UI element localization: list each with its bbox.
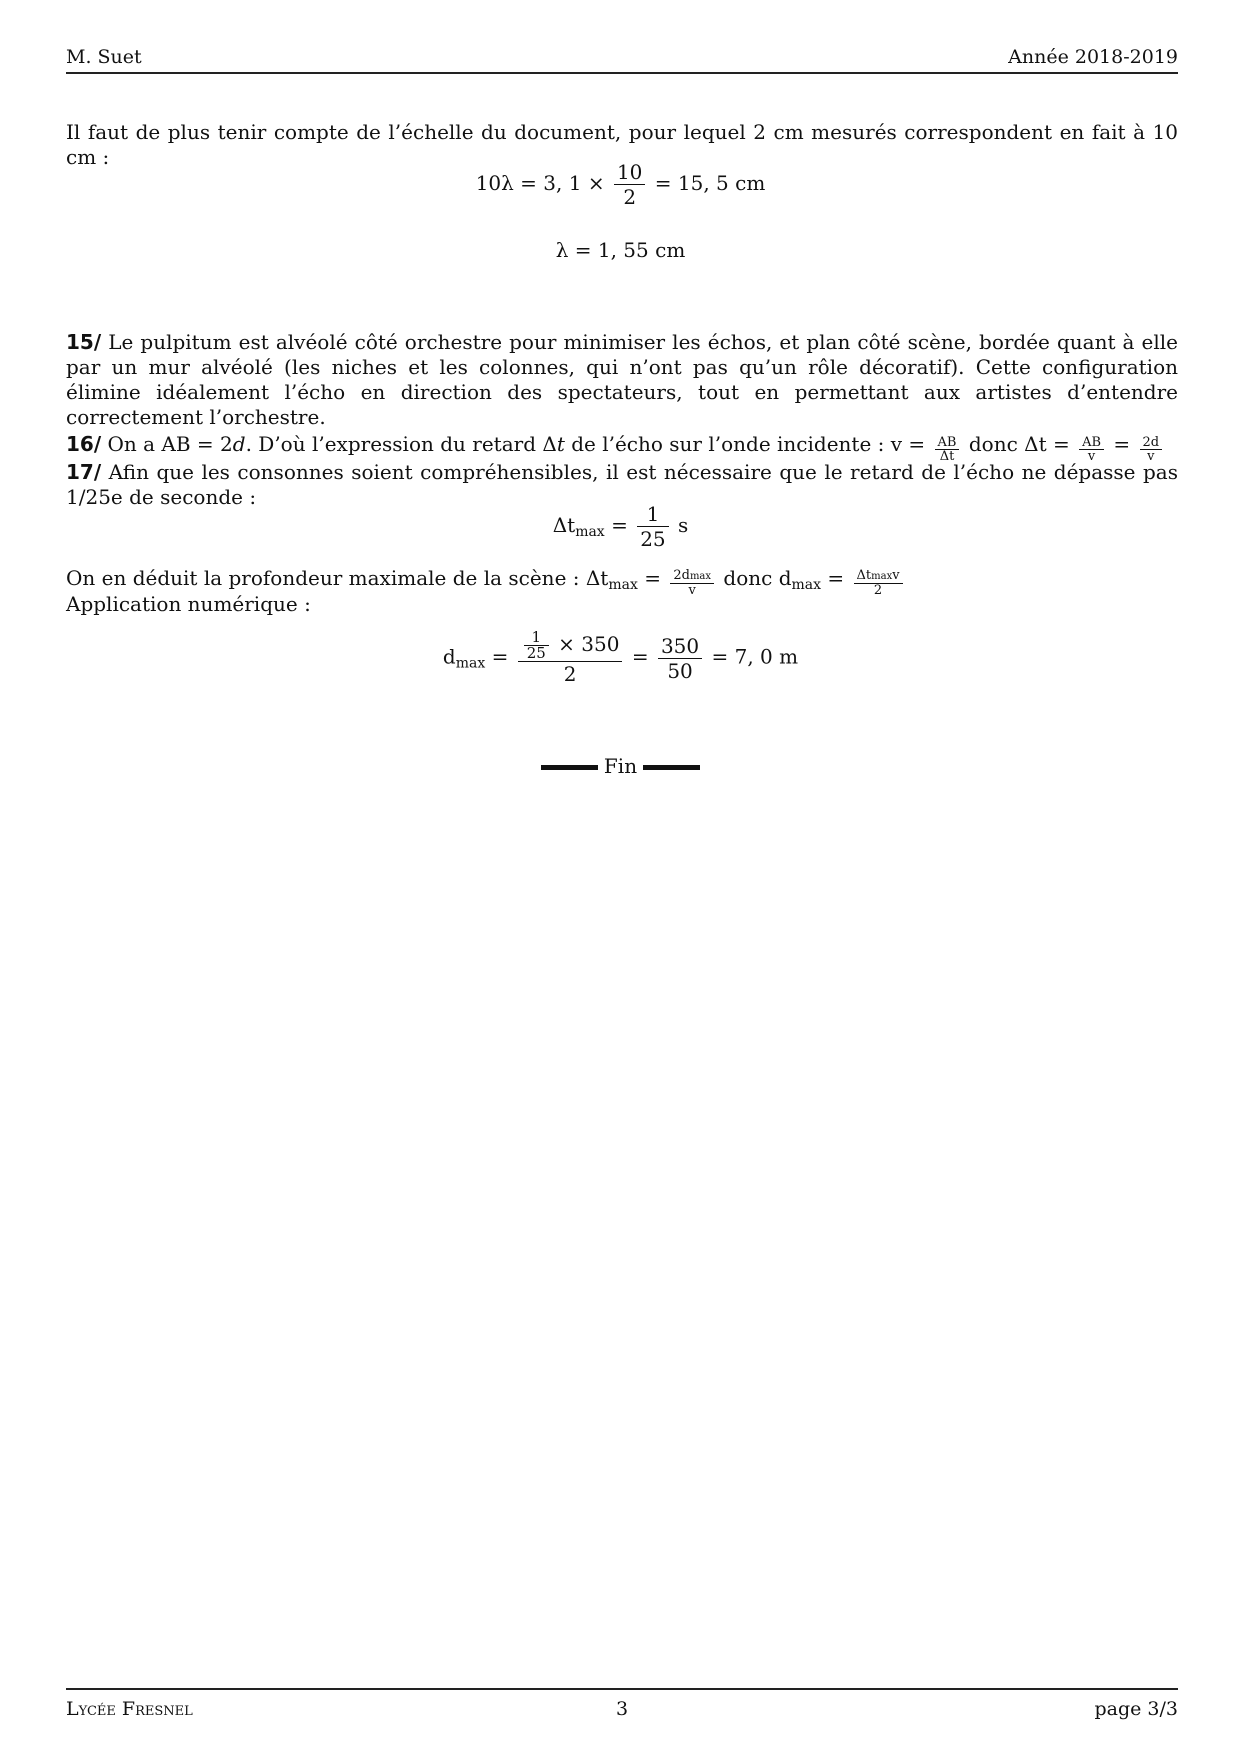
eq4-inner-num: 1 xyxy=(531,628,542,646)
header-rule xyxy=(66,72,1178,74)
deduce-donc: donc d xyxy=(723,566,792,590)
eq3-eq: = xyxy=(611,513,628,537)
q15-text: Le pulpitum est alvéolé côté orchestre pour minimiser les échos, et plan côté scène, bordée quant à elle par un mur alvéolé (les niches et les colonnes, qui n’ont pas qu’un rôle décoratif). Cette configuration élimine idéalement l’écho en direction des spectateurs, tout en permettant aux artistes d’entendre correctement l’orchestre. xyxy=(66,330,1179,429)
footer-school: Lycée Fresnel xyxy=(66,1698,193,1720)
eq3-lhs: Δt xyxy=(552,513,576,537)
eq3-fraction xyxy=(637,502,668,551)
eq4-times: × 350 xyxy=(558,632,620,656)
eq4-den2: 50 xyxy=(658,658,702,683)
eq4-lhs: d xyxy=(442,644,456,669)
deduce-f2-den: 2 xyxy=(854,583,903,597)
eq1-num: 10 xyxy=(616,160,643,184)
q16-d: d xyxy=(232,432,246,456)
deduce-f1-num-sub: max xyxy=(689,571,712,582)
q16-text-c: de l’écho sur l’onde incidente : xyxy=(564,432,885,456)
eq4-num2: 350 xyxy=(660,633,700,658)
eq4-eq-b: = xyxy=(631,644,649,669)
q16-f2-num: AB xyxy=(1082,435,1102,450)
eq1-lhs: 10λ = 3, 1 × xyxy=(475,171,605,195)
deduce-sub1: max xyxy=(608,577,638,593)
eq3-unit: s xyxy=(678,513,689,537)
scale-paragraph: Il faut de plus tenir compte de l’échelle du document, pour lequel 2 cm mesurés correspondent en fait à 10 cm : xyxy=(66,120,1178,169)
q17-label: 17/ xyxy=(66,460,102,484)
eq4-eq: = xyxy=(491,644,509,669)
equation-d-max xyxy=(0,630,1241,686)
eq3-sub: max xyxy=(575,524,605,540)
question-15 xyxy=(66,330,1178,430)
deduce-f2-num-sub: max xyxy=(871,571,893,582)
footer-page-of: page 3/3 xyxy=(1094,1698,1178,1720)
q16-label: 16/ xyxy=(66,432,102,456)
page-header xyxy=(66,46,1178,72)
q16-text-b: . D’où l’expression du retard Δ xyxy=(245,432,557,456)
equation-dt-max xyxy=(0,502,1241,551)
deduce-eq2: = xyxy=(827,566,845,590)
q17-text: Afin que les consonnes soient compréhensibles, il est nécessaire que le retard de l’écho ne dépasse pas 1/25e de seconde : xyxy=(66,460,1178,509)
equation-lambda: λ = 1, 55 cm xyxy=(555,238,686,262)
deduce-f1-num: 2d xyxy=(673,568,690,583)
eq3-den: 25 xyxy=(637,526,668,551)
end-marker xyxy=(0,754,1241,778)
q16-frac-1 xyxy=(935,436,960,463)
q16-f2-den: v xyxy=(1079,449,1104,463)
deduce-f2-num: Δt xyxy=(856,568,872,583)
end-bar-right xyxy=(643,765,700,770)
q16-t: t xyxy=(556,432,565,456)
footer-rule xyxy=(66,1688,1178,1690)
deduce-text: On en déduit la profondeur maximale de la scène : Δt xyxy=(66,566,609,590)
q16-f3-den: v xyxy=(1140,449,1163,463)
eq4-inner-fraction xyxy=(524,630,549,661)
header-author: M. Suet xyxy=(66,46,142,68)
eq4-rhs: = 7, 0 m xyxy=(711,644,799,669)
end-label: Fin xyxy=(603,754,638,778)
eq1-rhs: = 15, 5 cm xyxy=(654,171,766,195)
deduce-eq1: = xyxy=(644,566,661,590)
eq1-den: 2 xyxy=(614,184,645,209)
question-16 xyxy=(66,432,1178,463)
q16-f1-num: AB xyxy=(937,435,957,450)
q16-frac-2 xyxy=(1079,436,1104,463)
q15-label: 15/ xyxy=(66,330,102,354)
q16-v-eq: v = xyxy=(890,432,926,456)
application-label: Application numérique : xyxy=(66,592,311,616)
eq4-den1: 2 xyxy=(518,661,623,686)
eq4-fraction-1 xyxy=(518,630,623,686)
footer-page-number: 3 xyxy=(615,1698,629,1720)
eq4-inner-den: 25 xyxy=(524,645,549,661)
q16-eq-sign: = xyxy=(1113,432,1131,456)
deduce-f1-den: v xyxy=(670,583,714,597)
q16-donc: donc Δt = xyxy=(968,432,1070,456)
q16-frac-3 xyxy=(1140,436,1163,463)
header-year: Année 2018-2019 xyxy=(1008,46,1178,68)
eq4-fraction-2 xyxy=(658,634,702,683)
q16-f3-num: 2d xyxy=(1142,435,1160,450)
end-bar-left xyxy=(541,765,598,770)
eq4-sub: max xyxy=(455,655,486,672)
q16-f1-den: Δt xyxy=(935,449,960,463)
q16-text-a: On a AB = 2 xyxy=(107,432,233,456)
deduce-f2-num-tail: v xyxy=(892,568,900,583)
eq3-num: 1 xyxy=(646,502,660,526)
deduce-sub2: max xyxy=(791,577,822,593)
eq1-fraction xyxy=(614,160,645,209)
equation-lambda-10 xyxy=(0,160,1241,209)
